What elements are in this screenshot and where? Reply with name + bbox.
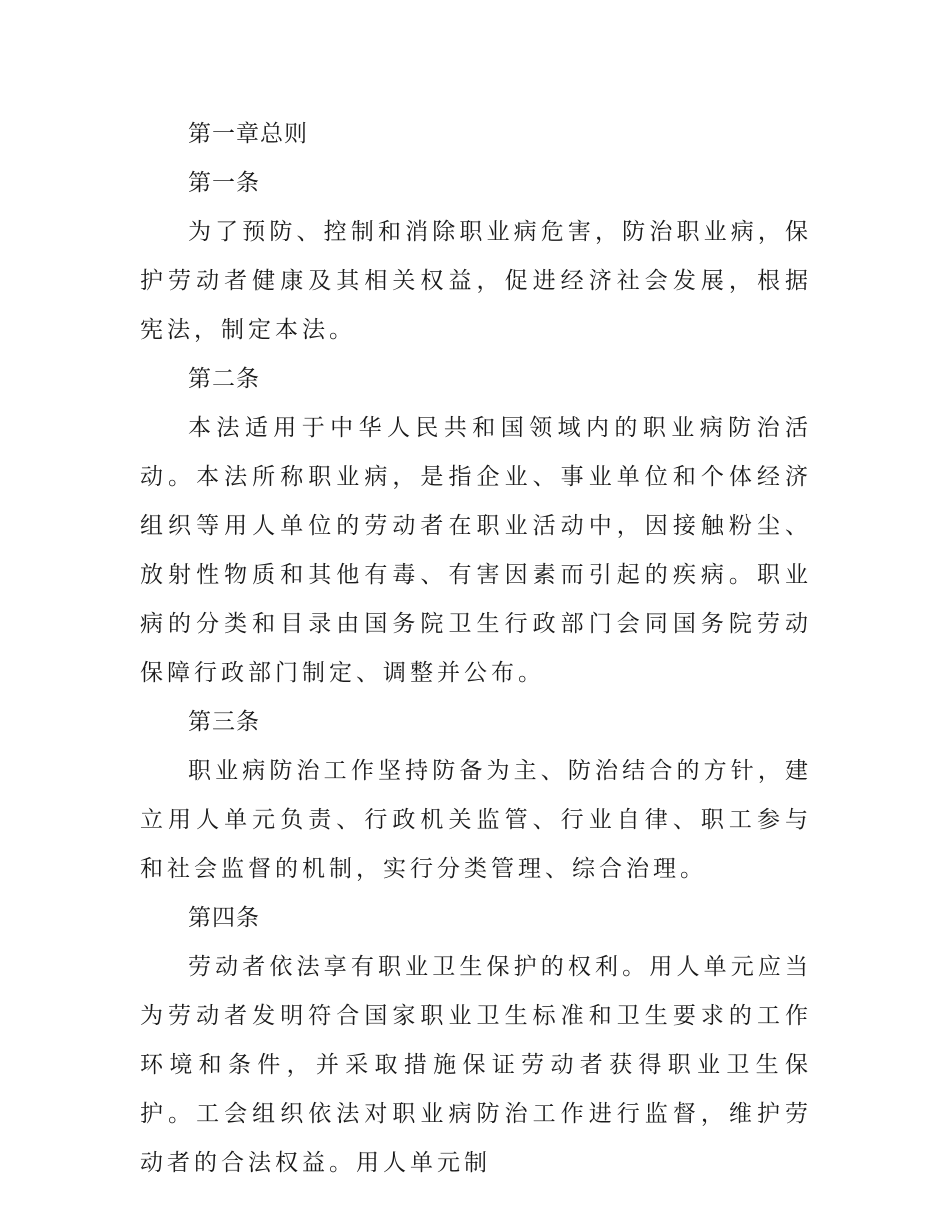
article-heading: 第三条 — [188, 709, 260, 735]
chapter-title: 第一章总则 — [188, 121, 308, 147]
article-heading: 第一条 — [188, 170, 260, 196]
article-2 — [140, 355, 812, 698]
article-3 — [140, 698, 812, 894]
article-1 — [140, 159, 812, 355]
article-heading: 第四条 — [188, 905, 260, 931]
article-body: 本法适用于中华人民共和国领域内的职业病防治活动。本法所称职业病，是指企业、事业单位和个体经济组织等用人单位的劳动者在职业活动中，因接触粉尘、放射性物质和其他有毒、有害因素而引起的疾病。职业病的分类和目录由国务院卫生行政部门会同国务院劳动保障行政部门制定、调整并公布。 — [140, 415, 812, 686]
article-body: 为了预防、控制和消除职业病危害，防治职业病，保护劳动者健康及其相关权益，促进经济社会发展，根据宪法，制定本法。 — [140, 219, 812, 343]
document-page — [140, 110, 812, 1188]
article-heading: 第二条 — [188, 366, 260, 392]
article-body: 职业病防治工作坚持防备为主、防治结合的方针，建立用人单元负责、行政机关监管、行业自律、职工参与和社会监督的机制，实行分类管理、综合治理。 — [140, 758, 812, 882]
article-body: 劳动者依法享有职业卫生保护的权利。用人单元应当为劳动者发明符合国家职业卫生标准和卫生要求的工作环境和条件，并采取措施保证劳动者获得职业卫生保护。工会组织依法对职业病防治工作进行监督，维护劳动者的合法权益。用人单元制 — [140, 954, 812, 1176]
article-4 — [140, 894, 812, 1188]
